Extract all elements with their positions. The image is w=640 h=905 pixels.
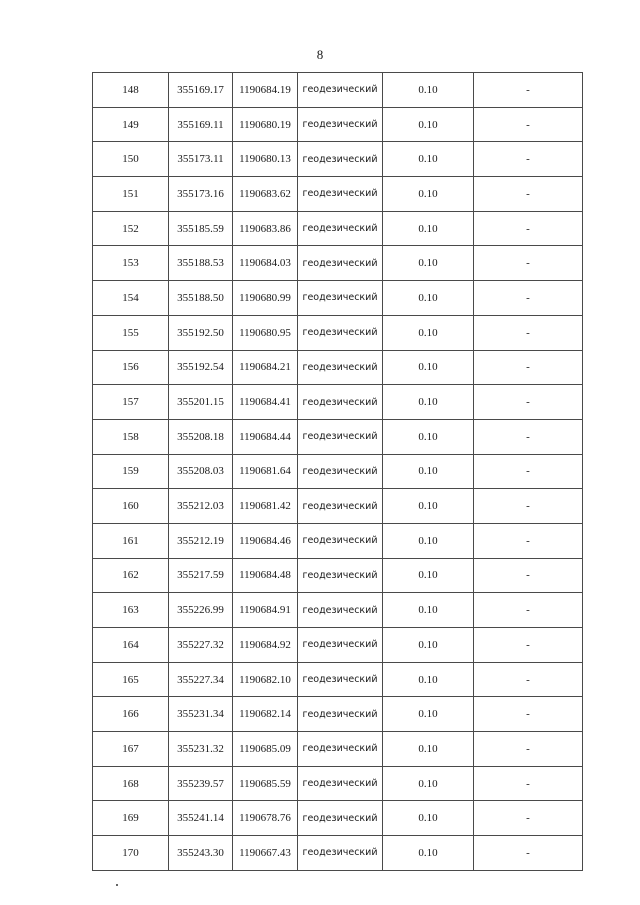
accuracy-cell: 0.10 — [383, 281, 474, 316]
y-coordinate-cell: 1190684.03 — [233, 246, 298, 281]
y-coordinate-cell: 1190684.92 — [233, 628, 298, 663]
y-coordinate-cell: 1190684.46 — [233, 523, 298, 558]
accuracy-cell: 0.10 — [383, 489, 474, 524]
x-coordinate-cell: 355212.19 — [169, 523, 233, 558]
point-number-cell: 165 — [93, 662, 169, 697]
accuracy-cell: 0.10 — [383, 246, 474, 281]
table-row — [93, 281, 583, 316]
y-coordinate-cell: 1190678.76 — [233, 801, 298, 836]
table-row — [93, 558, 583, 593]
point-number-cell: 155 — [93, 315, 169, 350]
y-coordinate-cell: 1190684.21 — [233, 350, 298, 385]
note-cell: - — [474, 558, 583, 593]
x-coordinate-cell: 355243.30 — [169, 836, 233, 871]
x-coordinate-cell: 355208.18 — [169, 419, 233, 454]
note-cell: - — [474, 489, 583, 524]
accuracy-cell: 0.10 — [383, 732, 474, 767]
table-row — [93, 211, 583, 246]
y-coordinate-cell: 1190681.42 — [233, 489, 298, 524]
point-number-cell: 152 — [93, 211, 169, 246]
table-row — [93, 697, 583, 732]
method-cell: геодезический — [298, 107, 383, 142]
table-row — [93, 628, 583, 663]
method-cell: геодезический — [298, 732, 383, 767]
note-cell: - — [474, 801, 583, 836]
method-cell: геодезический — [298, 697, 383, 732]
point-number-cell: 151 — [93, 177, 169, 212]
method-cell: геодезический — [298, 385, 383, 420]
y-coordinate-cell: 1190682.14 — [233, 697, 298, 732]
method-cell: геодезический — [298, 142, 383, 177]
accuracy-cell: 0.10 — [383, 73, 474, 108]
page-number: 8 — [316, 47, 324, 62]
x-coordinate-cell: 355169.17 — [169, 73, 233, 108]
table-row — [93, 107, 583, 142]
method-cell: геодезический — [298, 246, 383, 281]
y-coordinate-cell: 1190683.62 — [233, 177, 298, 212]
accuracy-cell: 0.10 — [383, 350, 474, 385]
note-cell: - — [474, 419, 583, 454]
x-coordinate-cell: 355192.50 — [169, 315, 233, 350]
y-coordinate-cell: 1190680.99 — [233, 281, 298, 316]
accuracy-cell: 0.10 — [383, 628, 474, 663]
y-coordinate-cell: 1190681.64 — [233, 454, 298, 489]
y-coordinate-cell: 1190684.48 — [233, 558, 298, 593]
point-number-cell: 163 — [93, 593, 169, 628]
accuracy-cell: 0.10 — [383, 523, 474, 558]
x-coordinate-cell: 355188.53 — [169, 246, 233, 281]
method-cell: геодезический — [298, 766, 383, 801]
table-row — [93, 454, 583, 489]
method-cell: геодезический — [298, 281, 383, 316]
note-cell: - — [474, 732, 583, 767]
point-number-cell: 164 — [93, 628, 169, 663]
note-cell: - — [474, 593, 583, 628]
x-coordinate-cell: 355217.59 — [169, 558, 233, 593]
note-cell: - — [474, 766, 583, 801]
method-cell: геодезический — [298, 489, 383, 524]
x-coordinate-cell: 355241.14 — [169, 801, 233, 836]
table-row — [93, 836, 583, 871]
method-cell: геодезический — [298, 211, 383, 246]
table-row — [93, 593, 583, 628]
note-cell: - — [474, 73, 583, 108]
y-coordinate-cell: 1190685.59 — [233, 766, 298, 801]
x-coordinate-cell: 355231.32 — [169, 732, 233, 767]
y-coordinate-cell: 1190667.43 — [233, 836, 298, 871]
method-cell: геодезический — [298, 523, 383, 558]
accuracy-cell: 0.10 — [383, 593, 474, 628]
table-row — [93, 489, 583, 524]
point-number-cell: 153 — [93, 246, 169, 281]
table-row — [93, 732, 583, 767]
note-cell: - — [474, 836, 583, 871]
note-cell: - — [474, 211, 583, 246]
table-row — [93, 315, 583, 350]
note-cell: - — [474, 281, 583, 316]
accuracy-cell: 0.10 — [383, 558, 474, 593]
table-row — [93, 246, 583, 281]
method-cell: геодезический — [298, 558, 383, 593]
accuracy-cell: 0.10 — [383, 385, 474, 420]
scan-speck — [116, 884, 118, 886]
accuracy-cell: 0.10 — [383, 315, 474, 350]
x-coordinate-cell: 355173.16 — [169, 177, 233, 212]
point-number-cell: 160 — [93, 489, 169, 524]
y-coordinate-cell: 1190683.86 — [233, 211, 298, 246]
y-coordinate-cell: 1190680.95 — [233, 315, 298, 350]
y-coordinate-cell: 1190684.41 — [233, 385, 298, 420]
x-coordinate-cell: 355231.34 — [169, 697, 233, 732]
accuracy-cell: 0.10 — [383, 211, 474, 246]
method-cell: геодезический — [298, 177, 383, 212]
point-number-cell: 168 — [93, 766, 169, 801]
table-row — [93, 73, 583, 108]
y-coordinate-cell: 1190684.91 — [233, 593, 298, 628]
table-row — [93, 350, 583, 385]
point-number-cell: 167 — [93, 732, 169, 767]
point-number-cell: 157 — [93, 385, 169, 420]
table-row — [93, 766, 583, 801]
method-cell: геодезический — [298, 593, 383, 628]
accuracy-cell: 0.10 — [383, 142, 474, 177]
table-row — [93, 801, 583, 836]
point-number-cell: 149 — [93, 107, 169, 142]
accuracy-cell: 0.10 — [383, 766, 474, 801]
table-row — [93, 385, 583, 420]
note-cell: - — [474, 177, 583, 212]
coordinates-table — [92, 72, 583, 871]
x-coordinate-cell: 355227.32 — [169, 628, 233, 663]
note-cell: - — [474, 697, 583, 732]
x-coordinate-cell: 355188.50 — [169, 281, 233, 316]
point-number-cell: 159 — [93, 454, 169, 489]
note-cell: - — [474, 107, 583, 142]
x-coordinate-cell: 355185.59 — [169, 211, 233, 246]
x-coordinate-cell: 355226.99 — [169, 593, 233, 628]
point-number-cell: 166 — [93, 697, 169, 732]
point-number-cell: 158 — [93, 419, 169, 454]
method-cell: геодезический — [298, 628, 383, 663]
method-cell: геодезический — [298, 662, 383, 697]
y-coordinate-cell: 1190684.19 — [233, 73, 298, 108]
y-coordinate-cell: 1190680.19 — [233, 107, 298, 142]
y-coordinate-cell: 1190685.09 — [233, 732, 298, 767]
note-cell: - — [474, 385, 583, 420]
method-cell: геодезический — [298, 73, 383, 108]
point-number-cell: 148 — [93, 73, 169, 108]
point-number-cell: 170 — [93, 836, 169, 871]
table-row — [93, 142, 583, 177]
method-cell: геодезический — [298, 350, 383, 385]
note-cell: - — [474, 246, 583, 281]
x-coordinate-cell: 355208.03 — [169, 454, 233, 489]
coordinates-table-body — [93, 73, 583, 871]
accuracy-cell: 0.10 — [383, 107, 474, 142]
table-row — [93, 419, 583, 454]
x-coordinate-cell: 355227.34 — [169, 662, 233, 697]
y-coordinate-cell: 1190680.13 — [233, 142, 298, 177]
accuracy-cell: 0.10 — [383, 454, 474, 489]
y-coordinate-cell: 1190684.44 — [233, 419, 298, 454]
note-cell: - — [474, 315, 583, 350]
point-number-cell: 156 — [93, 350, 169, 385]
accuracy-cell: 0.10 — [383, 662, 474, 697]
note-cell: - — [474, 454, 583, 489]
note-cell: - — [474, 350, 583, 385]
point-number-cell: 154 — [93, 281, 169, 316]
accuracy-cell: 0.10 — [383, 177, 474, 212]
note-cell: - — [474, 628, 583, 663]
accuracy-cell: 0.10 — [383, 801, 474, 836]
accuracy-cell: 0.10 — [383, 697, 474, 732]
point-number-cell: 162 — [93, 558, 169, 593]
method-cell: геодезический — [298, 836, 383, 871]
accuracy-cell: 0.10 — [383, 836, 474, 871]
point-number-cell: 150 — [93, 142, 169, 177]
accuracy-cell: 0.10 — [383, 419, 474, 454]
method-cell: геодезический — [298, 454, 383, 489]
point-number-cell: 161 — [93, 523, 169, 558]
x-coordinate-cell: 355173.11 — [169, 142, 233, 177]
y-coordinate-cell: 1190682.10 — [233, 662, 298, 697]
x-coordinate-cell: 355212.03 — [169, 489, 233, 524]
note-cell: - — [474, 142, 583, 177]
x-coordinate-cell: 355239.57 — [169, 766, 233, 801]
table-row — [93, 662, 583, 697]
point-number-cell: 169 — [93, 801, 169, 836]
method-cell: геодезический — [298, 801, 383, 836]
x-coordinate-cell: 355192.54 — [169, 350, 233, 385]
note-cell: - — [474, 523, 583, 558]
method-cell: геодезический — [298, 419, 383, 454]
method-cell: геодезический — [298, 315, 383, 350]
x-coordinate-cell: 355169.11 — [169, 107, 233, 142]
x-coordinate-cell: 355201.15 — [169, 385, 233, 420]
table-row — [93, 523, 583, 558]
table-row — [93, 177, 583, 212]
note-cell: - — [474, 662, 583, 697]
